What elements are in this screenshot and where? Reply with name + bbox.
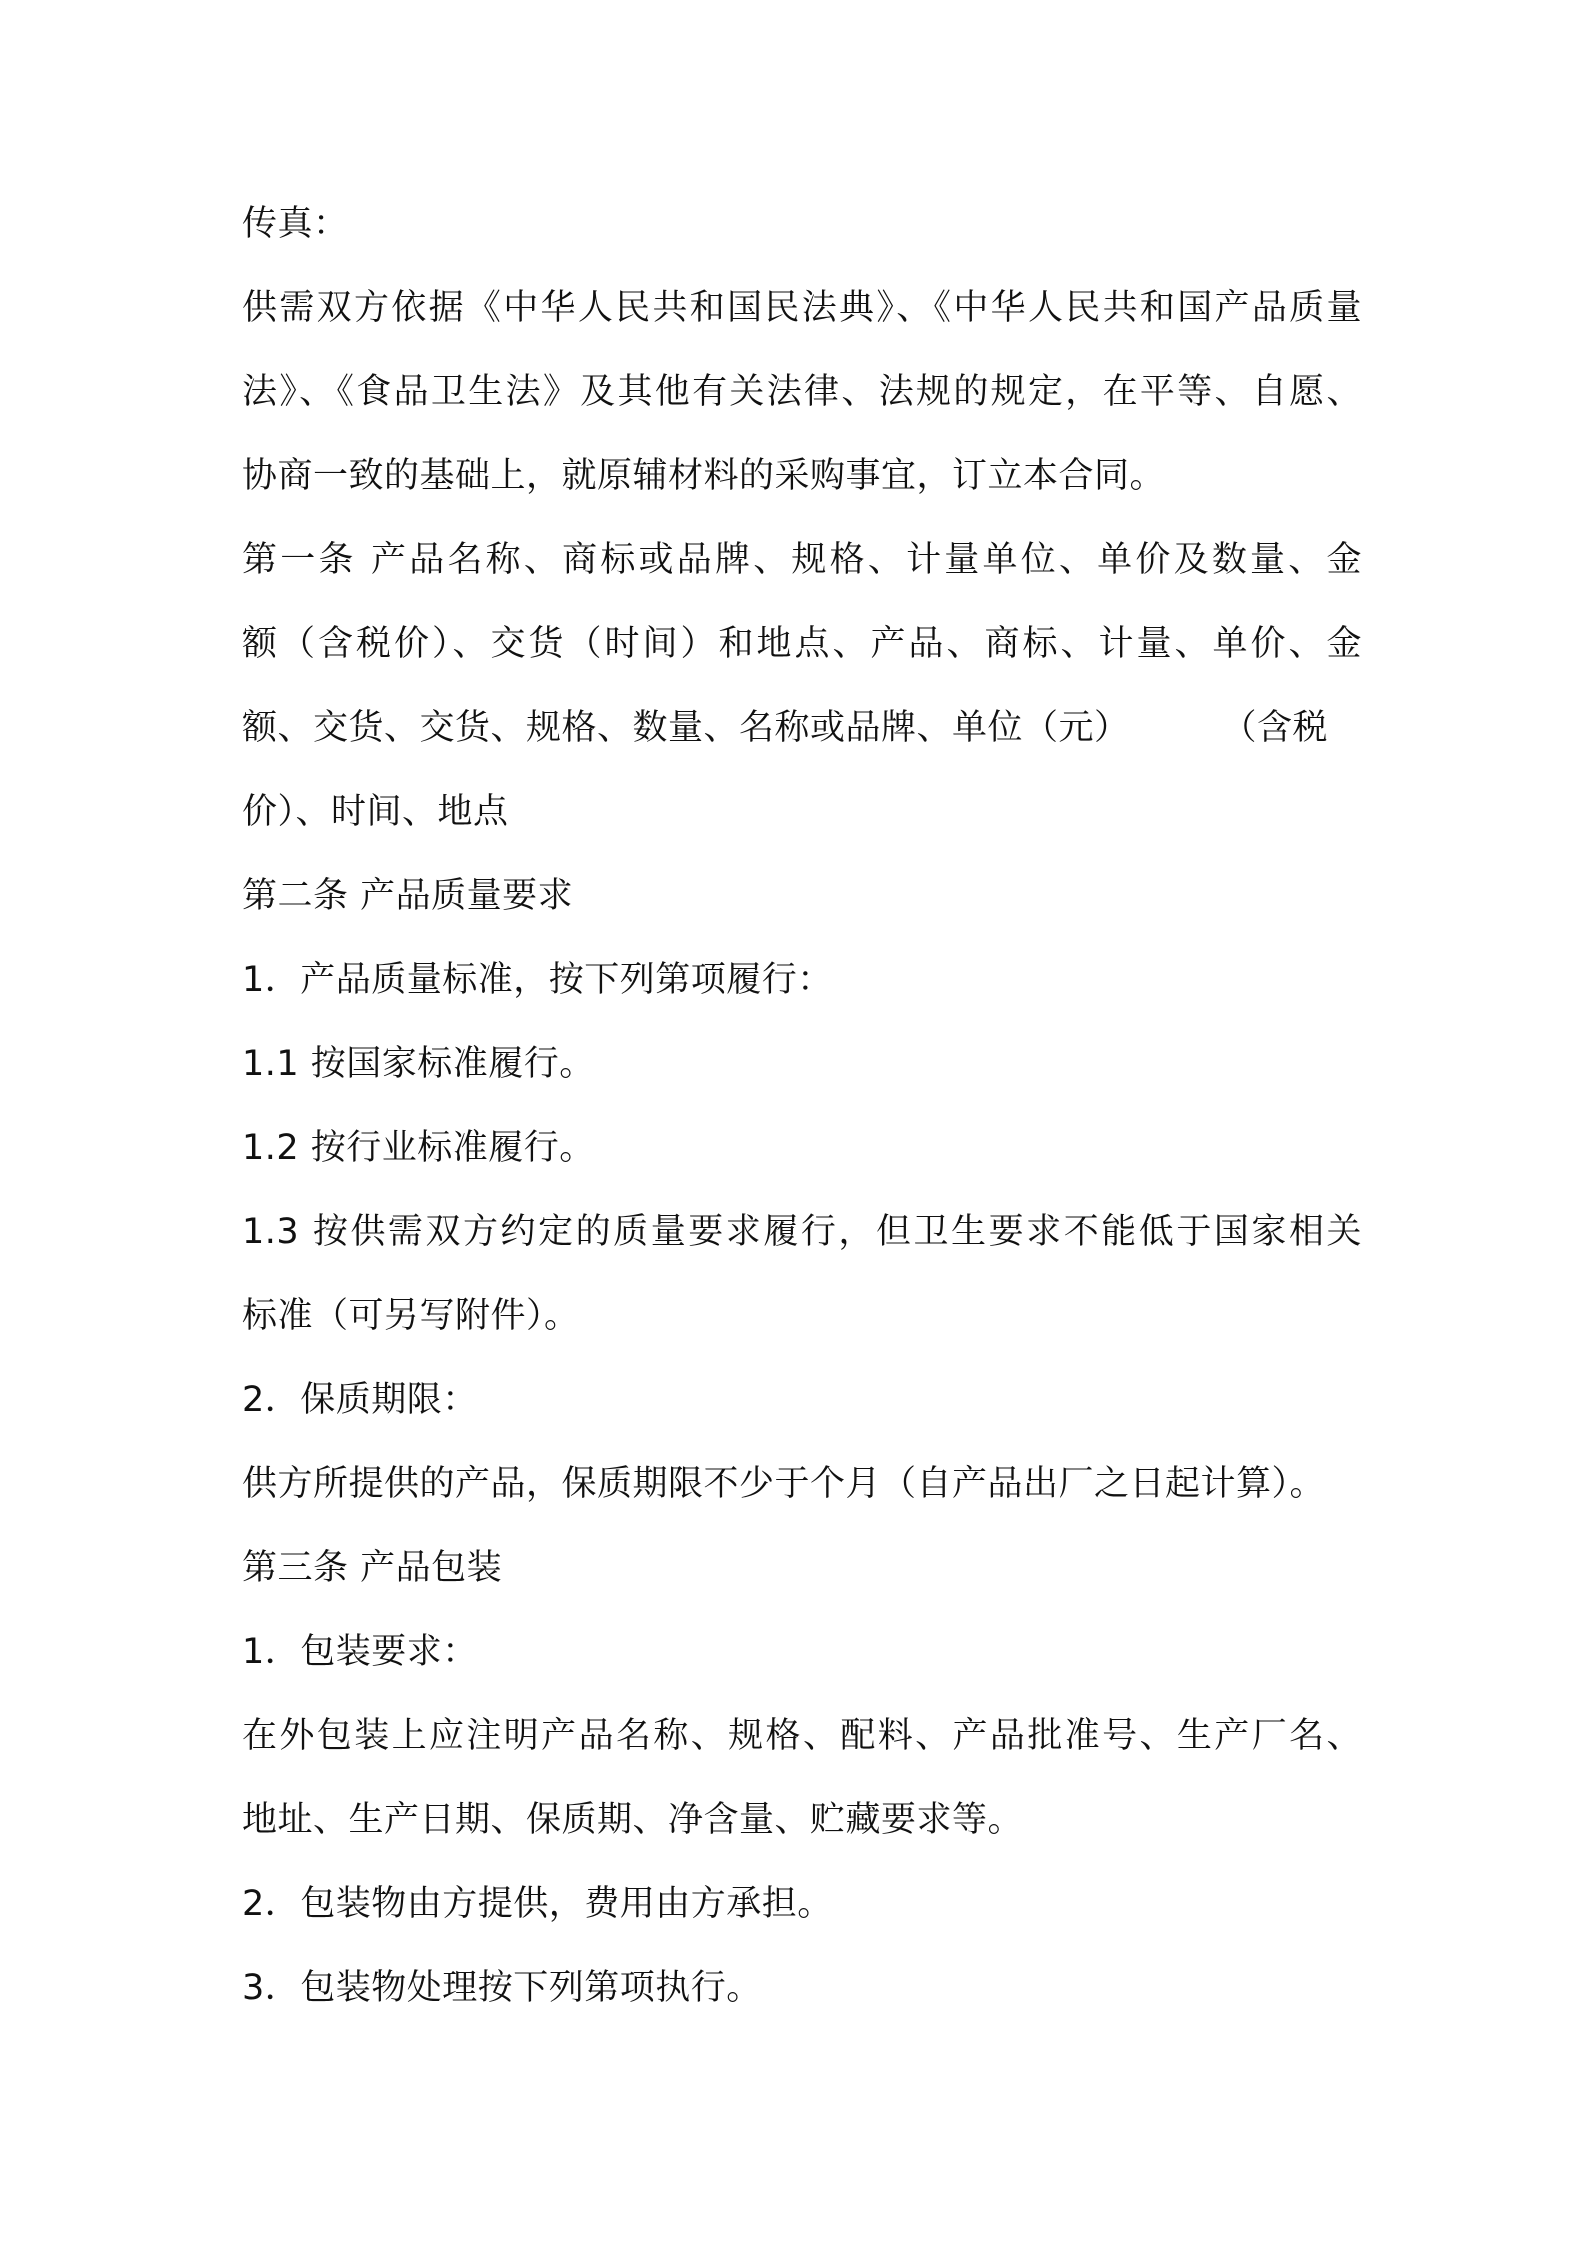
fax-line: 传真： <box>242 204 349 244</box>
paragraph-line: 标准（可另写附件）。 <box>242 1296 580 1336</box>
paragraph-line: 法》、《食品卫生法》及其他有关法律、法规的规定，在平等、自愿、 <box>242 372 1362 412</box>
clause-1-2: 1.2 按行业标准履行。 <box>242 1128 595 1168</box>
article-3-heading: 第三条 产品包装 <box>242 1548 503 1588</box>
clause-1: 1．包装要求： <box>242 1632 478 1672</box>
paragraph-line: 在外包装上应注明产品名称、规格、配料、产品批准号、生产厂名、 <box>242 1716 1362 1756</box>
clause-3: 3．包装物处理按下列第项执行。 <box>242 1968 762 2008</box>
paragraph-segment: （含税 <box>1221 708 1329 748</box>
clause-2: 2．包装物由方提供，费用由方承担。 <box>242 1884 833 1924</box>
paragraph-line: 协商一致的基础上，就原辅材料的采购事宜，订立本合同。 <box>242 456 1166 496</box>
clause-1-3: 1.3 按供需双方约定的质量要求履行，但卫生要求不能低于国家相关 <box>242 1212 1362 1252</box>
paragraph-line <box>242 704 1362 752</box>
clause-1: 1．产品质量标准，按下列第项履行： <box>242 960 833 1000</box>
paragraph-line: 供方所提供的产品，保质期限不少于个月（自产品出厂之日起计算）。 <box>242 1464 1326 1504</box>
paragraph-segment: 额、交货、交货、规格、数量、名称或品牌、单位（元） <box>242 708 1130 748</box>
article-2-heading: 第二条 产品质量要求 <box>242 876 574 916</box>
clause-1-1: 1.1 按国家标准履行。 <box>242 1044 595 1084</box>
clause-2: 2．保质期限： <box>242 1380 478 1420</box>
paragraph-line: 价）、时间、地点 <box>242 792 509 832</box>
paragraph-line: 额（含税价）、交货（时间）和地点、产品、商标、计量、单价、金 <box>242 624 1362 664</box>
paragraph-line: 供需双方依据《中华人民共和国民法典》、《中华人民共和国产品质量 <box>242 288 1362 328</box>
paragraph-line: 地址、生产日期、保质期、净含量、贮藏要求等。 <box>242 1800 1024 1840</box>
article-1-heading: 第一条 产品名称、商标或品牌、规格、计量单位、单价及数量、金 <box>242 540 1362 580</box>
